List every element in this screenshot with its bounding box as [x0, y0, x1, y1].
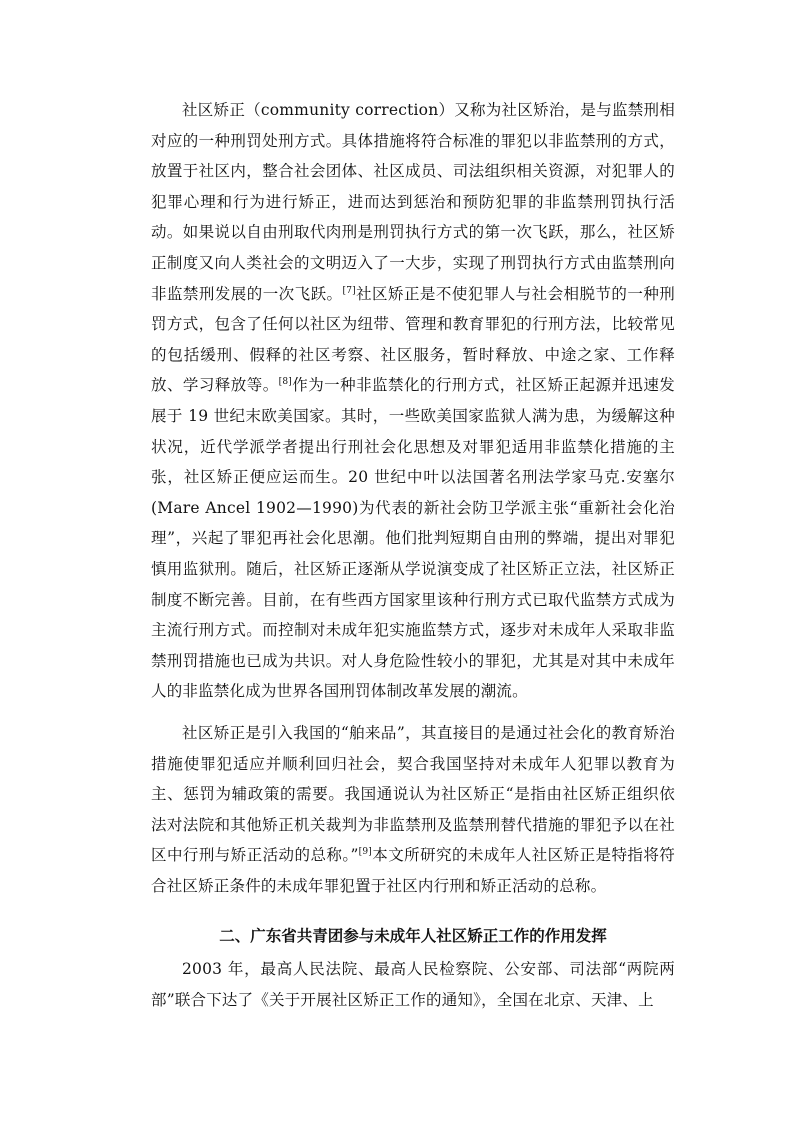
citation-ref-8: [8]: [278, 377, 293, 388]
paragraph-2003-notice: [151, 954, 675, 1015]
paragraph-2: [151, 718, 675, 902]
paragraph-community-correction-definition: [151, 95, 675, 707]
citation-ref-7: [7]: [342, 285, 356, 296]
paragraph-2-text-a: 社区矫正是引入我国的“舶来品”，其直接目的是通过社会化的教育矫治措施使罪犯适应并顺利回归社会，契合我国坚持对未成年人犯罪以教育为主、惩罚为辅政策的需要。我国通说认为社区矫正“是指由社区矫正组织依法对法院和其他矫正机关裁判为非监禁刑及监禁刑替代措施的罪犯予以在社区中行刑与矫正活动的总称。”: [151, 724, 675, 865]
paragraph-1-text-a: 社区矫正（community correction）又称为社区矫治，是与监禁刑相对应的一种刑罚处刑方式。具体措施将符合标准的罪犯以非监禁刑的方式，放置于社区内，整合社会团体、社区成员、司法组织相关资源，对犯罪人的犯罪心理和行为进行矫正，进而达到惩治和预防犯罪的非监禁刑罚执行活动。如果说以自由刑取代肉刑是刑罚执行方式的第一次飞跃，那么，社区矫正制度又向人类社会的文明迈入了一大步，实现了刑罚执行方式由监禁刑向非监禁刑发展的一次飞跃。: [151, 101, 675, 303]
paragraph-1: [151, 95, 675, 707]
paragraph-3: 2003 年，最高人民法院、最高人民检察院、公安部、司法部“两院两部”联合下达了《关于开展社区矫正工作的通知》，全国在北京、天津、上: [151, 960, 675, 1009]
paragraph-2-text-b: 本文所研究的未成年人社区矫正是特指将符合社区矫正条件的未成年罪犯置于社区内行刑和矫正活动的总称。: [151, 846, 675, 895]
paragraph-1-text-b: 社区矫正是不使犯罪人与社会相脱节的一种刑罚方式，包含了任何以社区为纽带、管理和教育罪犯的行刑方法，比较常见的包括缓刑、假释的社区考察、社区服务，暂时释放、中途之家、工作释放、学习释放等。: [151, 284, 675, 395]
paragraph-1-text-c: 作为一种非监禁化的行刑方式，社区矫正起源并迅速发展于 19 世纪末欧美国家。其时，一些欧美国家监狱人满为患，为缓解这种状况，近代学派学者提出行刑社会化思想及对罪犯适用非监禁化措施的主张，社区矫正便应运而生。20 世纪中叶以法国著名刑法学家马克.安塞尔(Mare Ancel 1902—1990)为代表的新社会防卫学派主张“重新社会化治理”，兴起了罪犯再社会化思潮。他们批判短期自由刑的弊端，提出对罪犯慎用监狱刑。随后，社区矫正逐渐从学说演变成了社区矫正立法，社区矫正制度不断完善。目前，在有些西方国家里该种行刑方式已取代监禁方式成为主流行刑方式。而控制对未成年犯实施监禁方式，逐步对未成年人采取非监禁刑罚措施也已成为共识。对人身危险性较小的罪犯，尤其是对其中未成年人的非监禁化成为世界各国刑罚体制改革发展的潮流。: [151, 376, 675, 701]
paragraph-community-correction-in-china: [151, 718, 675, 902]
section-heading: 二、广东省共青团参与未成年人社区矫正工作的作用发挥: [219, 927, 607, 945]
citation-ref-9: [9]: [358, 847, 373, 858]
